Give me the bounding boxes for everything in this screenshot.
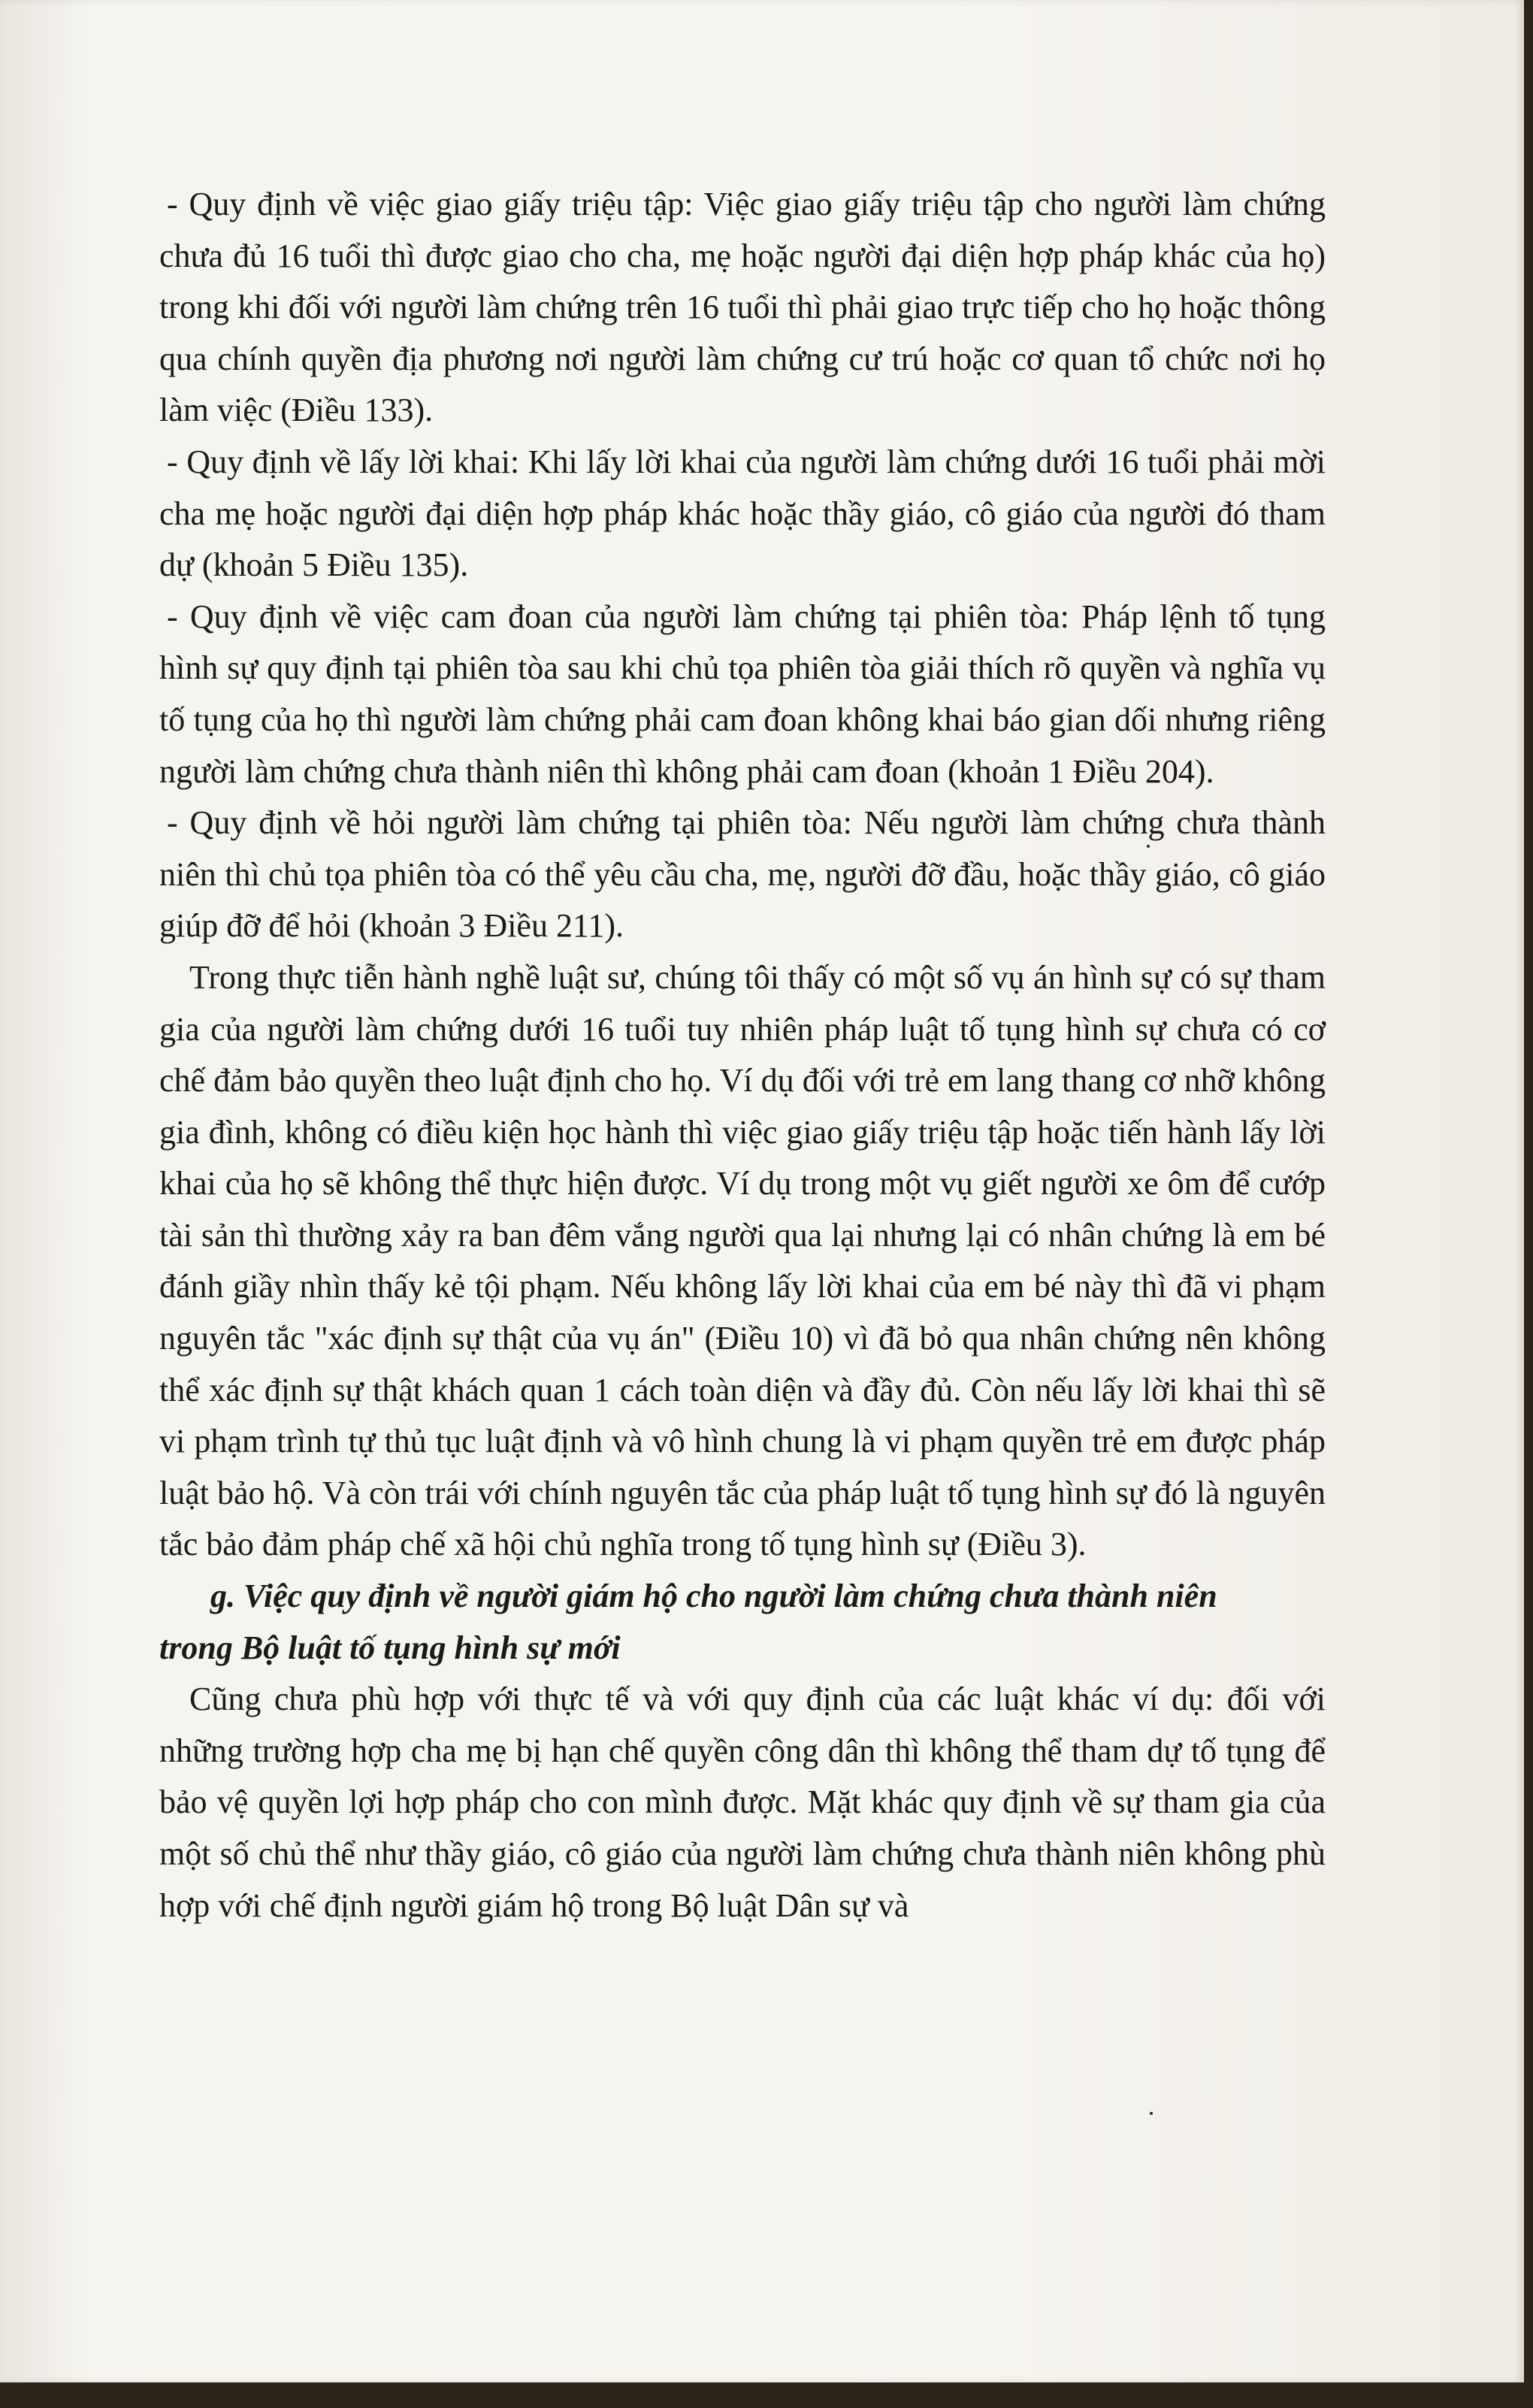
paragraph-oath: - Quy định về việc cam đoan của người làm chứng tại phiên tòa: Pháp lệnh tố tụng hình sự quy định tại phiên tòa sau khi chủ tọa phiên tòa giải thích rõ quyền và nghĩa vụ tố tụng của họ thì người làm chứng phải cam đoan không khai báo gian dối nhưng riêng người làm chứng chưa thành niên thì không phải cam đoan (khoản 1 Điều 204). [159,597,1326,790]
section-heading-line-2: trong Bộ luật tố tụng hình sự mới [159,1629,621,1666]
paragraph-guardian: Cũng chưa phù hợp với thực tế và với quy định của các luật khác ví dụ: đối với những trường hợp cha mẹ bị hạn chế quyền công dân thì không thể tham dự tố tụng để bảo vệ quyền lợi hợp pháp cho con mình được. Mặt khác quy định về sự tham gia của một số chủ thể như thầy giáo, cô giáo của người làm chứng chưa thành niên không phù hợp với chế định người giám hộ trong Bộ luật Dân sự và [159,1680,1326,1924]
paragraph-questioning: - Quy định về hỏi người làm chứng tại phiên tòa: Nếu người làm chứng chưa thành niên thì chủ tọa phiên tòa có thể yêu cầu cha, mẹ, người đỡ đầu, hoặc thầy giáo, cô giáo giúp đỡ để hỏi (khoản 3 Điều 211). [159,804,1326,945]
section-heading-line-1: g. Việc quy định về người giám hộ cho người làm chứng chưa thành niên [210,1578,1217,1615]
speck-mark [1150,2112,1153,2115]
document-body [159,179,1326,1932]
paragraph-testimony: - Quy định về lấy lời khai: Khi lấy lời khai của người làm chứng dưới 16 tuổi phải mời cha mẹ hoặc người đại diện hợp pháp khác hoặc thầy giáo, cô giáo của người đó tham dự (khoản 5 Điều 135). [159,443,1326,584]
speck-mark [1147,845,1150,848]
paragraph-practice: Trong thực tiễn hành nghề luật sư, chúng tôi thấy có một số vụ án hình sự có sự tham gia của người làm chứng dưới 16 tuổi tuy nhiên pháp luật tố tụng hình sự chưa có cơ chế đảm bảo quyền theo luật định cho họ. Ví dụ đối với trẻ em lang thang cơ nhỡ không gia đình, không có điều kiện học hành thì việc giao giấy triệu tập hoặc tiến hành lấy lời khai của họ sẽ không thể thực hiện được. Ví dụ trong một vụ giết người xe ôm để cướp tài sản thì thường xảy ra ban đêm vắng người qua lại nhưng lại có nhân chứng là em bé đánh giầy nhìn thấy kẻ tội phạm. Nếu không lấy lời khai của em bé này thì đã vi phạm nguyên tắc "xác định sự thật của vụ án" (Điều 10) vì đã bỏ qua nhân chứng nên không thể xác định sự thật khách quan 1 cách toàn diện và đầy đủ. Còn nếu lấy lời khai thì sẽ vi phạm trình tự thủ tục luật định và vô hình chung là vi phạm quyền trẻ em được pháp luật bảo hộ. Và còn trái với chính nguyên tắc của pháp luật tố tụng hình sự đó là nguyên tắc bảo đảm pháp chế xã hội chủ nghĩa trong tố tụng hình sự (Điều 3). [159,958,1326,1563]
section-heading [159,1571,1326,1674]
paragraph-summons: - Quy định về việc giao giấy triệu tập: Việc giao giấy triệu tập cho người làm chứng chưa đủ 16 tuổi thì được giao cho cha, mẹ hoặc người đại diện hợp pháp khác của họ) trong khi đối với người làm chứng trên 16 tuổi thì phải giao trực tiếp cho họ hoặc thông qua chính quyền địa phương nơi người làm chứng cư trú hoặc cơ quan tổ chức nơi họ làm việc (Điều 133). [159,186,1326,429]
